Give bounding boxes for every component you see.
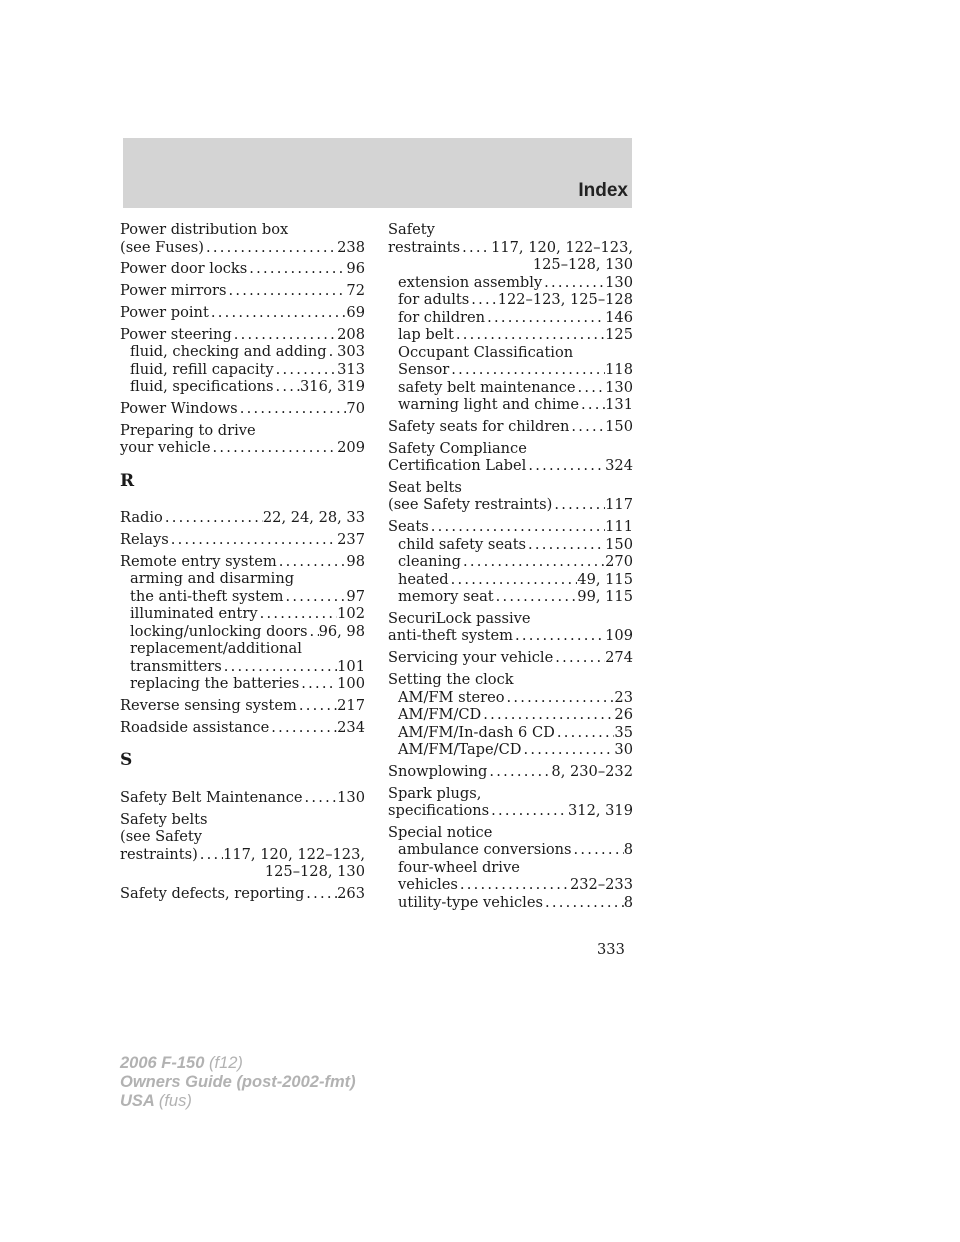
footer-market: USA (120, 1092, 155, 1110)
index-row (388, 763, 633, 781)
index-term: Sensor (398, 361, 450, 378)
index-column-right (388, 221, 633, 916)
index-row (120, 531, 365, 549)
index-term: ambulance conversions (398, 841, 572, 859)
index-entry (388, 479, 633, 514)
dot-leader (200, 846, 223, 864)
index-subterm: Occupant Classification (398, 343, 574, 361)
index-row (120, 789, 365, 807)
index-row (130, 605, 365, 623)
index-term: utility-type vehicles (398, 893, 543, 911)
index-row (120, 260, 365, 278)
index-term: Certification Label (388, 457, 527, 475)
page-ref: 8, 230–232 (551, 762, 633, 780)
page-ref: 270 (605, 553, 633, 571)
dot-leader (496, 588, 578, 606)
index-row (388, 649, 633, 667)
index-row (120, 719, 365, 737)
index-entry (388, 221, 633, 414)
dot-leader (574, 841, 624, 859)
index-term: Safety Belt Maintenance (120, 788, 303, 806)
index-subterm: arming and disarming (130, 570, 295, 588)
page-ref: 209 (337, 439, 365, 457)
index-term: Safety belts (120, 810, 208, 828)
dot-leader (581, 396, 605, 414)
index-subentry (398, 689, 633, 707)
footer-model: 2006 F-150 (120, 1054, 205, 1072)
index-subentry (130, 570, 365, 605)
page-ref-continued: 125–128, 130 (532, 256, 633, 273)
index-subentry (130, 675, 365, 693)
dot-leader (544, 274, 605, 292)
dot-leader (483, 706, 614, 724)
index-term: Servicing your vehicle (388, 649, 554, 667)
footer-line-model (120, 1054, 356, 1073)
page-ref: 22, 24, 28, 33 (262, 509, 365, 527)
index-row (398, 706, 633, 724)
index-entry (388, 649, 633, 667)
page-ref: 122–123, 125–128 (497, 291, 633, 308)
dot-leader (171, 531, 337, 549)
page-ref: 97 (346, 587, 365, 605)
index-row (398, 571, 633, 589)
page-ref: 234 (337, 718, 365, 736)
index-term: Special notice (388, 823, 493, 841)
index-subentry (130, 361, 365, 379)
index-subentry (398, 724, 633, 742)
index-subentry (398, 859, 633, 894)
page-ref: 150 (605, 417, 633, 435)
index-subentry (398, 396, 633, 414)
index-row (130, 588, 365, 606)
index-term: heated (398, 570, 449, 588)
index-row (398, 379, 633, 397)
page-ref: 30 (614, 741, 633, 759)
page-ref: 117, 120, 122–123, (223, 845, 365, 863)
index-term: (see Safety restraints) (388, 496, 553, 514)
dot-leader (249, 260, 346, 278)
index-term: (see Safety (120, 828, 202, 846)
index-term: Radio (120, 509, 163, 527)
index-entry (120, 789, 365, 807)
dot-leader (310, 623, 319, 641)
index-term: for children (398, 308, 486, 326)
page-ref: 72 (346, 282, 365, 300)
index-row (120, 553, 365, 571)
page-ref: 96 (346, 260, 365, 278)
page-ref: 98 (346, 552, 365, 570)
index-row (398, 588, 633, 606)
index-term: Relays (120, 531, 169, 549)
index-letter-heading: S (120, 750, 133, 771)
index-row (120, 282, 365, 300)
index-term: extension assembly (398, 273, 543, 291)
index-term: memory seat (398, 588, 494, 606)
index-term: Safety Compliance (388, 439, 527, 457)
dot-leader (211, 304, 347, 322)
index-subterm: replacement/additional (130, 640, 302, 658)
footer-line-market (120, 1092, 356, 1111)
index-row (130, 378, 365, 396)
index-row (398, 326, 633, 344)
index-subentry (130, 343, 365, 361)
index-entry (120, 304, 365, 322)
index-subentry (398, 309, 633, 327)
index-subentry (398, 841, 633, 859)
page-ref: 99, 115 (577, 588, 633, 606)
index-subentry (130, 605, 365, 623)
index-entry (388, 440, 633, 475)
index-term: (see Fuses) (120, 238, 204, 256)
dot-leader (431, 518, 605, 536)
index-row (388, 627, 633, 645)
index-entry (120, 509, 365, 527)
index-row (120, 326, 365, 344)
dot-leader (224, 658, 337, 676)
page-ref: 150 (605, 535, 633, 553)
index-term: illuminated entry (130, 605, 258, 623)
dot-leader (305, 789, 338, 807)
index-term: the anti-theft system (130, 587, 284, 605)
dot-leader (460, 876, 570, 894)
dot-leader (462, 239, 491, 257)
index-entry (120, 885, 365, 903)
dot-leader (507, 689, 615, 707)
page-ref: 101 (337, 657, 365, 675)
index-term: Remote entry system (120, 552, 277, 570)
index-entry (120, 697, 365, 715)
index-term: fluid, checking and adding (130, 343, 327, 361)
index-row (398, 291, 633, 309)
index-entry (388, 824, 633, 912)
index-subentry (398, 553, 633, 571)
index-subterm: four-wheel drive (398, 858, 520, 876)
index-term: vehicles (398, 876, 458, 894)
index-row (388, 496, 633, 514)
page-ref: 117 (605, 496, 633, 514)
footer-guide: Owners Guide (post-2002-fmt) (120, 1073, 356, 1091)
page-ref: 49, 115 (577, 570, 633, 588)
index-subentry (130, 640, 365, 675)
index-row (398, 361, 633, 379)
index-term: AM/FM stereo (398, 688, 505, 706)
dot-leader (451, 361, 605, 379)
page-ref: 125 (605, 326, 633, 343)
index-row (398, 536, 633, 554)
index-row (388, 518, 633, 536)
index-term: Seat belts (388, 478, 462, 496)
index-term: transmitters (130, 657, 222, 675)
index-term: Power Windows (120, 399, 238, 417)
page-ref: 100 (337, 675, 365, 693)
dot-leader (528, 536, 605, 554)
index-term: AM/FM/Tape/CD (398, 741, 522, 759)
index-row (398, 553, 633, 571)
page-ref: 130 (605, 273, 633, 291)
footer-line-guide (120, 1073, 356, 1092)
index-term: Power distribution box (120, 221, 289, 238)
index-row (120, 846, 365, 864)
section-title: Index (578, 180, 628, 201)
index-subentry (398, 894, 633, 912)
index-term: specifications (388, 802, 490, 820)
index-term: anti-theft system (388, 627, 513, 645)
index-entry (120, 326, 365, 396)
index-entry (120, 260, 365, 278)
index-term: lap belt (398, 326, 454, 343)
index-term: Preparing to drive (120, 421, 256, 439)
index-column-left (120, 221, 365, 907)
dot-leader (260, 605, 338, 623)
index-entry (120, 282, 365, 300)
index-term: locking/unlocking doors (130, 622, 308, 640)
index-term: Seats (388, 518, 429, 536)
dot-leader (212, 439, 337, 457)
index-subentry (398, 291, 633, 309)
index-row (388, 239, 633, 257)
dot-leader (555, 649, 605, 667)
dot-leader (234, 326, 337, 344)
index-term: fluid, refill capacity (130, 360, 274, 378)
dot-leader (545, 894, 624, 912)
dot-leader (299, 697, 337, 715)
index-entry (388, 763, 633, 781)
index-term: for adults (398, 291, 470, 308)
page-ref: 312, 319 (568, 802, 633, 820)
page-ref: 131 (605, 396, 633, 413)
page-ref: 130 (605, 378, 633, 396)
index-term: Power door locks (120, 260, 248, 278)
index-row (398, 309, 633, 327)
page-ref: 313 (337, 360, 365, 378)
footer-market-code: (fus) (158, 1092, 192, 1110)
page-ref: 23 (614, 688, 633, 706)
dot-leader (463, 553, 605, 571)
index-row (398, 396, 633, 414)
index-term: Power point (120, 303, 209, 321)
index-entry (388, 610, 633, 645)
index-entry (120, 422, 365, 457)
index-row (130, 675, 365, 693)
index-letter-heading: R (120, 470, 135, 491)
index-term: AM/FM/In-dash 6 CD (398, 723, 555, 741)
index-subentry (398, 706, 633, 724)
dot-leader (528, 457, 605, 475)
index-term: restraints (388, 238, 461, 256)
index-term: Snowplowing (388, 762, 488, 780)
page-ref: 8 (623, 893, 633, 911)
page-ref: 217 (337, 697, 365, 715)
dot-leader (491, 802, 568, 820)
index-entry (120, 553, 365, 693)
index-row (398, 689, 633, 707)
dot-leader (456, 326, 605, 344)
index-row (130, 361, 365, 379)
index-subentry (398, 326, 633, 344)
page-ref: 303 (337, 343, 365, 361)
index-subentry (398, 379, 633, 397)
page-ref: 316, 319 (300, 378, 365, 396)
page-ref: 117, 120, 122–123, (491, 238, 633, 256)
index-subentry (398, 741, 633, 759)
index-row (398, 274, 633, 292)
index-entry (120, 531, 365, 549)
dot-leader (471, 291, 497, 309)
index-row (120, 509, 365, 527)
page-ref: 146 (605, 308, 633, 326)
index-row (120, 239, 365, 257)
index-row (120, 304, 365, 322)
index-row (120, 885, 365, 903)
dot-leader (578, 379, 606, 397)
index-row (388, 418, 633, 436)
index-term: AM/FM/CD (398, 706, 482, 724)
page-number: 333 (597, 941, 625, 958)
index-entry (120, 719, 365, 737)
page-ref: 111 (605, 518, 633, 536)
page-ref: 35 (614, 723, 633, 741)
header-band (123, 138, 632, 208)
dot-leader (228, 282, 346, 300)
index-row (130, 343, 365, 361)
dot-leader (554, 496, 605, 514)
index-row (388, 457, 633, 475)
dot-leader (240, 400, 347, 418)
index-entry (388, 671, 633, 759)
index-subentry (130, 378, 365, 396)
footer-model-code: (f12) (209, 1054, 243, 1072)
footer-doc-info (120, 1054, 356, 1111)
index-term: restraints) (120, 845, 198, 863)
dot-leader (487, 309, 605, 327)
index-entry (120, 221, 365, 256)
index-term: Reverse sensing system (120, 697, 297, 715)
index-row (120, 697, 365, 715)
index-row (130, 623, 365, 641)
index-term: Safety seats for children (388, 417, 570, 435)
page-ref: 237 (337, 531, 365, 549)
dot-leader (523, 741, 614, 759)
page-ref: 96, 98 (318, 622, 365, 640)
index-row (398, 841, 633, 859)
page-ref: 232–233 (569, 876, 633, 894)
dot-leader (571, 418, 605, 436)
index-row (398, 724, 633, 742)
index-row (398, 876, 633, 894)
page-ref-continued: 125–128, 130 (264, 863, 365, 881)
index-entry (388, 518, 633, 606)
index-entry (388, 418, 633, 436)
page-ref: 69 (346, 303, 365, 321)
page-ref: 109 (605, 627, 633, 645)
index-entry (388, 785, 633, 820)
dot-leader (515, 627, 605, 645)
index-row (120, 439, 365, 457)
index-term: SecuriLock passive (388, 609, 531, 627)
page-ref: 118 (605, 361, 633, 378)
index-term: your vehicle (120, 439, 211, 457)
index-term: Safety defects, reporting (120, 885, 305, 903)
index-row (120, 400, 365, 418)
page-ref: 324 (605, 457, 633, 475)
index-term: replacing the batteries (130, 675, 300, 693)
index-subentry (398, 536, 633, 554)
index-term: Spark plugs, (388, 784, 482, 802)
page-ref: 274 (605, 649, 633, 667)
dot-leader (451, 571, 578, 589)
dot-leader (306, 885, 337, 903)
dot-leader (276, 361, 338, 379)
index-row (130, 658, 365, 676)
dot-leader (301, 675, 337, 693)
index-term: safety belt maintenance (398, 378, 576, 396)
page-ref: 102 (337, 605, 365, 623)
dot-leader (206, 239, 337, 257)
index-subentry (398, 588, 633, 606)
page-ref: 130 (337, 788, 365, 806)
index-entry (120, 811, 365, 881)
dot-leader (276, 378, 300, 396)
dot-leader (271, 719, 337, 737)
dot-leader (165, 509, 263, 527)
index-subentry (130, 623, 365, 641)
page-ref: 238 (337, 238, 365, 256)
index-subentry (398, 344, 633, 379)
index-term: cleaning (398, 553, 461, 571)
index-entry (120, 400, 365, 418)
page-ref: 26 (614, 706, 633, 724)
index-term: child safety seats (398, 535, 527, 553)
index-term: Safety (388, 221, 435, 238)
dot-leader (489, 763, 551, 781)
dot-leader (557, 724, 615, 742)
index-term: warning light and chime (398, 396, 579, 413)
index-subentry (398, 571, 633, 589)
index-term: Power steering (120, 325, 232, 343)
dot-leader (279, 553, 347, 571)
index-term: fluid, specifications (130, 378, 274, 396)
index-term: Roadside assistance (120, 718, 270, 736)
dot-leader (329, 343, 338, 361)
page-ref: 208 (337, 325, 365, 343)
page-ref: 263 (337, 885, 365, 903)
dot-leader (285, 588, 346, 606)
page-ref: 8 (623, 841, 633, 859)
index-subentry (398, 274, 633, 292)
index-row (398, 894, 633, 912)
page-ref: 70 (346, 399, 365, 417)
index-row (398, 741, 633, 759)
index-term: Power mirrors (120, 282, 227, 300)
index-term: Setting the clock (388, 671, 514, 689)
index-row (388, 802, 633, 820)
